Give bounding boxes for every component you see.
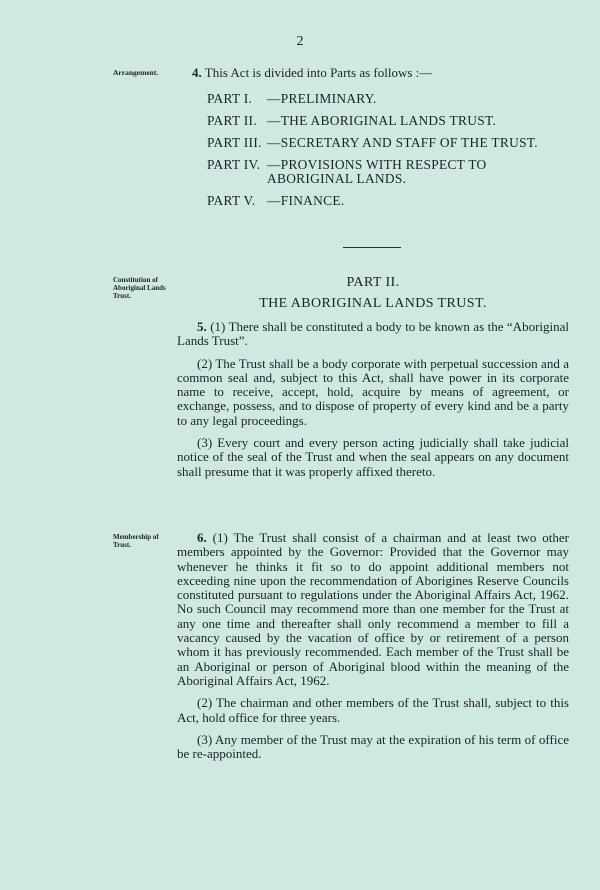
- margin-note-constitution: Constitution of Aboriginal Lands Trust.: [113, 276, 166, 300]
- parts-list: [207, 92, 572, 208]
- page-number: 2: [296, 34, 304, 49]
- margin-note-arrangement: Arrangement.: [113, 68, 159, 77]
- paragraph: (3) Every court and every person acting judicially shall take judicial notice of the seal of the Trust and when the seal appears on any document shall presume that it was properly affixed thereto.: [177, 435, 569, 479]
- part-label: PART III.: [207, 135, 262, 150]
- margin-note-membership: Membership of Trust.: [113, 533, 159, 549]
- part-title: —FINANCE.: [267, 193, 345, 208]
- section-number: 6.: [197, 530, 207, 545]
- part-item: [207, 114, 572, 128]
- paragraph-text: (1) There shall be constituted a body to be known as the “Aboriginal Lands Trust”.: [177, 319, 570, 349]
- section-divider: [343, 247, 401, 248]
- section-5: [177, 320, 569, 479]
- part-label: PART I.: [207, 91, 253, 106]
- part-heading: PART II.: [346, 275, 400, 290]
- part-item: [207, 136, 572, 150]
- part-item: [207, 92, 572, 106]
- part-title: —THE ABORIGINAL LANDS TRUST.: [267, 113, 497, 128]
- part-title: —PROVISIONS WITH RESPECT TO ABORIGINAL LANDS.: [267, 157, 487, 186]
- section-number: 4.: [192, 65, 202, 80]
- paragraph: [177, 531, 569, 688]
- part-label: PART II.: [207, 113, 257, 128]
- part-label: PART IV.: [207, 157, 261, 172]
- part-subheading: THE ABORIGINAL LANDS TRUST.: [259, 296, 487, 311]
- section-4-intro: [192, 66, 572, 80]
- section-text: This Act is divided into Parts as follows :—: [204, 65, 433, 80]
- part-title: —SECRETARY AND STAFF OF THE TRUST.: [267, 135, 538, 150]
- paragraph: [177, 320, 569, 349]
- section-6: [177, 531, 569, 761]
- paragraph: (3) Any member of the Trust may at the expiration of his term of office be re-appointed.: [177, 731, 569, 762]
- part-item: [207, 194, 572, 208]
- paragraph-text: (1) The Trust shall consist of a chairman and at least two other members appointed by the Governor: Provided that the Governor may whenever he thinks it fit so to do appoint additional members not exceeding nine upon the recommendation of Aborigines Reserve Councils constituted pursuant to regulations under the Aboriginal Affairs Act, 1962. No such Council may recommend more than one member for the Trust at any one time and thereafter shall only recommend a member to fill a vacancy caused by the vacation of office by or retirement of a person whom it has previously recommended. Each member of the Trust shall be an Aboriginal or person of Aboriginal blood within the meaning of the Aboriginal Affairs Act, 1962.: [177, 530, 569, 688]
- part-label: PART V.: [207, 193, 256, 208]
- part-title: —PRELIMINARY.: [267, 91, 377, 106]
- part-item: [207, 158, 572, 186]
- paragraph: (2) The Trust shall be a body corporate with perpetual succession and a common seal and, subject to this Act, shall have power in its corporate name to receive, accept, hold, acquire by means of agreement, or exchange, possess, and to dispose of property of every kind and be a party to any legal proceedings.: [177, 355, 569, 428]
- paragraph: (2) The chairman and other members of the Trust shall, subject to this Act, hold office for three years.: [177, 695, 569, 725]
- section-number: 5.: [197, 319, 207, 334]
